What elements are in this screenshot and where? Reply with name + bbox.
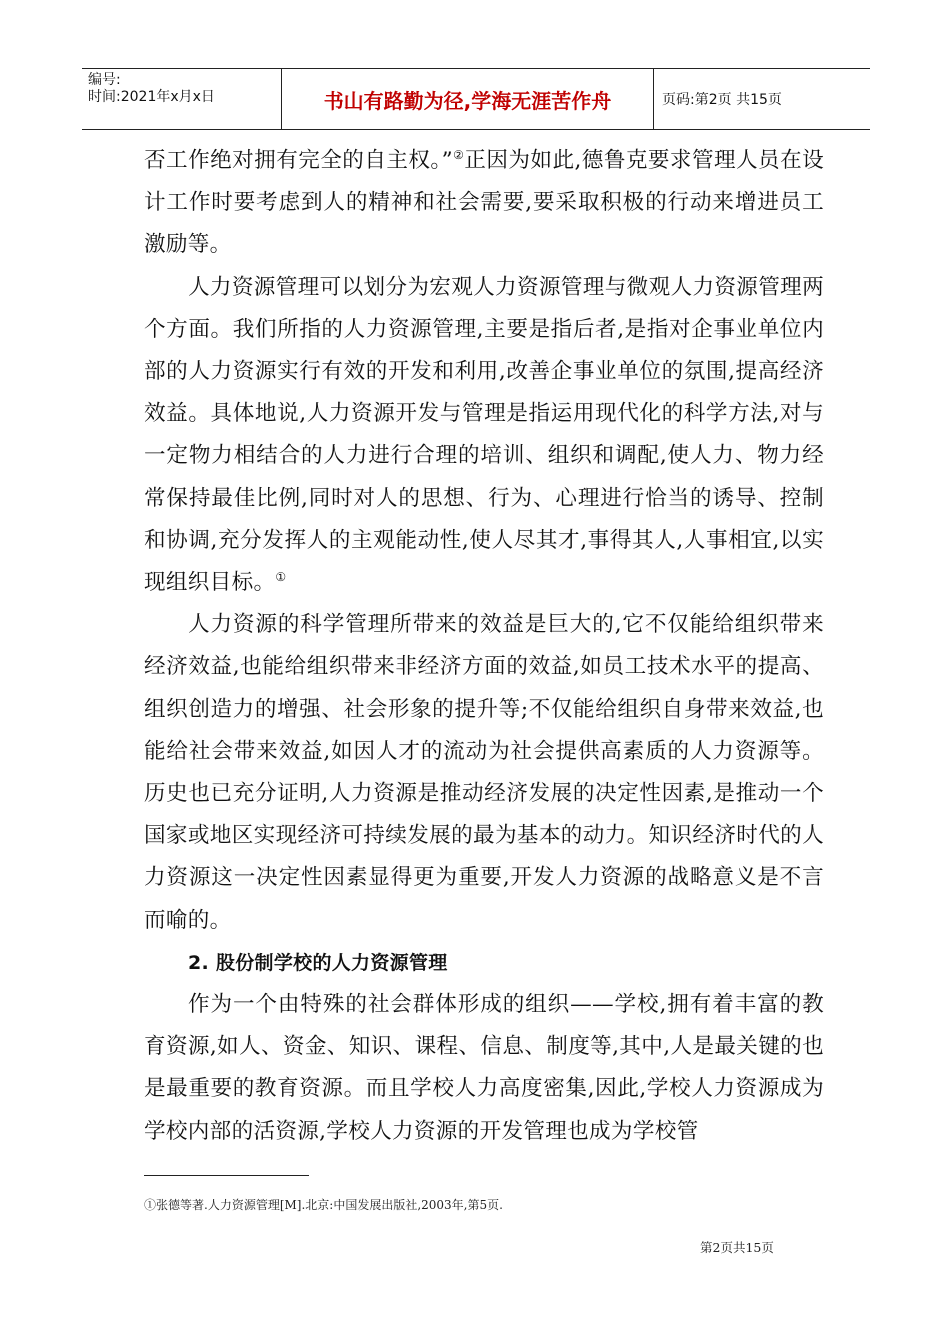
header-meta [82,69,282,129]
footnote-ref: ② [452,147,465,162]
document-date: 时间:2021年x月x日 [88,89,215,105]
section-heading: 2. 股份制学校的人力资源管理 [188,951,448,974]
header-page-number: 页码:第2页 共15页 [662,92,782,108]
document-code-label: 编号: [88,72,121,88]
page-header [82,68,870,130]
header-motto: 书山有路勤为径,学海无涯苦作舟 [282,69,654,129]
footnote-ref: ① [275,569,287,584]
paragraph: 作为一个由特殊的社会群体形成的组织——学校,拥有着丰富的教育资源,如人、资金、知识、课程、信息、制度等,其中,人是最关键的也是最重要的教育资源。而且学校人力高度密集,因此,学校人力资源成为学校内部的活资源,学校人力资源的开发管理也成为学校管 [144,992,824,1144]
document-body [144,140,824,1153]
footnote-divider [144,1175,309,1176]
paragraph: 人力资源管理可以划分为宏观人力资源管理与微观人力资源管理两个方面。我们所指的人力资源管理,主要是指后者,是指对企事业单位内部的人力资源实行有效的开发和利用,改善企事业单位的氛围,提高经济效益。具体地说,人力资源开发与管理是指运用现代化的科学方法,对与一定物力相结合的人力进行合理的培训、组织和调配,使人力、物力经常保持最佳比例,同时对人的思想、行为、心理进行恰当的诱导、控制和协调,充分发挥人的主观能动性,使人尽其才,事得其人,人事相宜,以实现组织目标。① [144,274,824,596]
paragraph: 人力资源的科学管理所带来的效益是巨大的,它不仅能给组织带来经济效益,也能给组织带来非经济方面的效益,如员工技术水平的提高、组织创造力的增强、社会形象的提升等;不仅能给组织自身带来效益,也能给社会带来效益,如因人才的流动为社会提供高素质的人力资源等。历史也已充分证明,人力资源是推动经济发展的决定性因素,是推动一个国家或地区实现经济可持续发展的最为基本的动力。知识经济时代的人力资源这一决定性因素显得更为重要,开发人力资源的战略意义是不言而喻的。 [144,612,824,933]
footnote: ①张德等著.人力资源管理[M].北京:中国发展出版社,2003年,第5页. [144,1198,503,1212]
page-footer: 第2页共15页 [700,1240,774,1255]
paragraph: 否工作绝对拥有完全的自主权。”②正因为如此,德鲁克要求管理人员在设计工作时要考虑到人的精神和社会需要,要采取积极的行动来增进员工激励等。 [144,147,824,258]
